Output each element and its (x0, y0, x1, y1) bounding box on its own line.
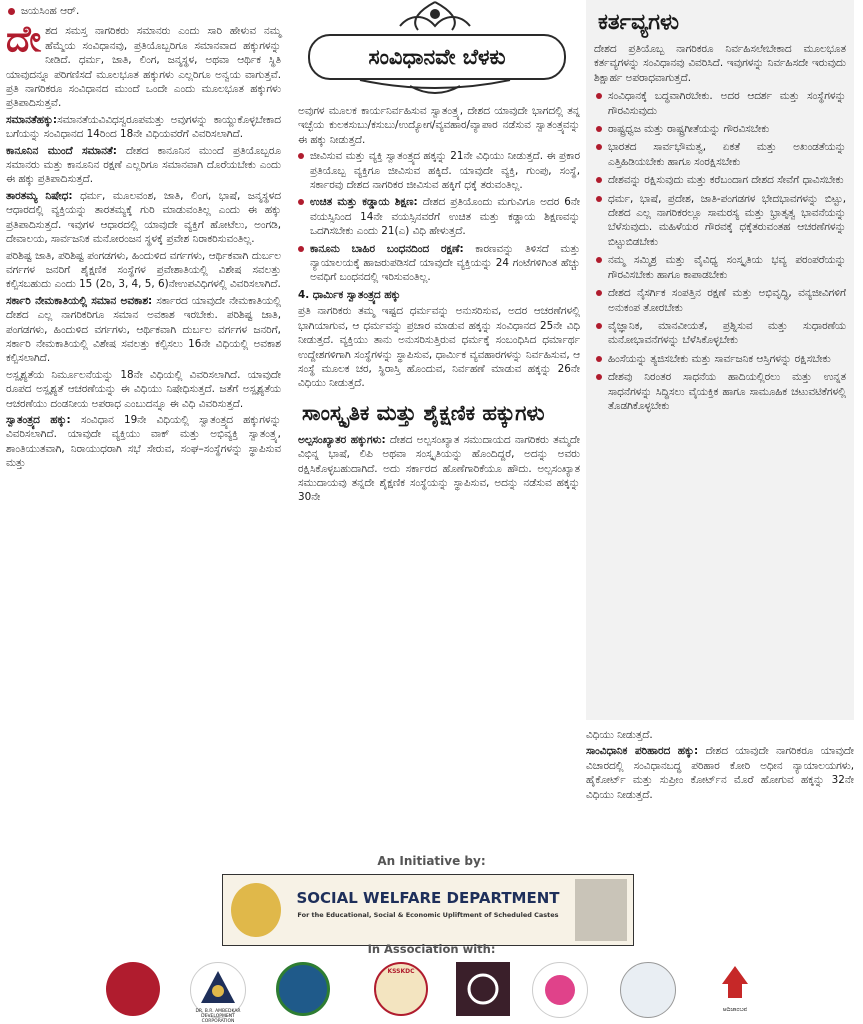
dropcap: ದೇ (6, 18, 42, 61)
ambedkar-portrait-icon (575, 879, 627, 941)
intro-paragraph: ದೇಶದ ಸಮಸ್ತ ನಾಗರಿಕರು ಸಮಾನರು ಎಂದು ಸಾರಿ ಹೇಳುವ ನಮ್ಮ ಹೆಮ್ಮೆಯ ಸಂವಿಧಾನವು, ಪ್ರತಿಯೊಬ್ಬರಿಗೂ ಸಮಾನವಾದ ಹಕ್ಕುಗಳನ್ನು ನೀಡಿದೆ. ಧರ್ಮ, ಜಾತಿ, ಲಿಂಗ, ಜನ್ಮಸ್ಥಳ, ಅಥವಾ ಆರ್ಥಿಕ ಸ್ಥಿತಿ ಯಾವುದನ್ನೂ ಪರಿಗಣಿಸದೆ ಮೂಲಭೂತ ಹಕ್ಕುಗಳು ಎಲ್ಲರಿಗೂ ಅನ್ವಯ ವಾಗುತ್ತವೆ. ಪ್ರತಿ ನಾಗರಿಕರೂ ಸಂವಿಧಾನದ ಮುಂದೆ ಒಂದೇ ಎಂದು ಮೂಲಭೂತ ಹಕ್ಕುಗಳು ಪ್ರತಿಪಾದಿಸುತ್ತವೆ. (6, 18, 281, 110)
duties-box (586, 0, 854, 720)
equality-before-law: ಕಾನೂನಿನ ಮುಂದೆ ಸಮಾನತೆ: ದೇಶದ ಕಾನೂನಿನ ಮುಂದೆ ಪ್ರತಿಯೊಬ್ಬರೂ ಸಮಾನರು ಮತ್ತು ಕಾನೂನಿನ ರಕ್ಷಣೆ ಎಲ್ಲರಿಗೂ ಸಮಾನವಾಗಿ ದೊರೆಯಬೇಕು ಎಂದು ಈ ಹಕ್ಕು ಪ್ರತಿಪಾದಿಸುತ್ತದೆ. (6, 144, 281, 186)
partner-logo-icon (532, 962, 588, 1018)
minority-tail: ವಿಧಿಯು ನೀಡುತ್ತದೆ. (586, 729, 653, 741)
duty-item: ರಾಷ್ಟ್ರಧ್ವಜ ಮತ್ತು ರಾಷ್ಟ್ರಗೀತೆಯನ್ನು ಗೌರವಿಸಬೇಕು (594, 122, 846, 136)
adijambava-logo-icon: ಆದಿಜಾಂಬವ (708, 962, 762, 1016)
equality-right: ಸಮಾನತೆಹಕ್ಕು:ಸಮಾನತೆಯವಿವಿಧಸ್ವರೂಪಮತ್ತು ಅವುಗಳನ್ನು ಕಾಯ್ದುಕೊಳ್ಳಬೇಕಾದ ಬಗೆಯನ್ನು ಸಂವಿಧಾನದ 14ರಿಂದ 18ನೇ ವಿಧಿಯವರೆಗೆ ವಿವರಿಸಲಾಗಿದೆ. (6, 113, 281, 141)
byline-dot (8, 8, 15, 15)
list-item: ಕಾನೂನು ಬಾಹಿರ ಬಂಧನದಿಂದ ರಕ್ಷಣೆ: ಕಾರಣವನ್ನು ತಿಳಿಸದೆ ಮತ್ತು ನ್ಯಾಯಾಲಯಕ್ಕೆ ಹಾಜರುಪಡಿಸದೆ ಯಾವುದೇ ವ್ಯಕ್ತಿಯನ್ನು 24 ಗಂಟೆಗಳಿಗಿಂತ ಹೆಚ್ಚು ಅವಧಿಗೆ ಬಂಧನದಲ್ಲಿ ಇರಿಸುವಂತಿಲ್ಲ. (298, 242, 580, 285)
duty-item: ದೇಶವು ನಿರಂತರ ಸಾಧನೆಯ ಹಾದಿಯಲ್ಲಿರಲು ಮತ್ತು ಉನ್ನತ ಸಾಧನೆಗಳನ್ನು ಸಿದ್ಧಿಸಲು ವೈಯಕ್ತಿಕ ಹಾಗೂ ಸಾಮೂಹಿಕ ಚಟುವಟಿಕೆಗಳಲ್ಲಿ ತೊಡಗಿಕೊಳ್ಳಬೇಕು (594, 370, 846, 413)
column-1 (6, 0, 281, 473)
banner (300, 0, 570, 100)
list-item: ಉಚಿತ ಮತ್ತು ಕಡ್ಡಾಯ ಶಿಕ್ಷಣ: ದೇಶದ ಪ್ರತಿಯೊಂದು ಮಗುವಿಗೂ ಅದರ 6ನೇ ವಯಸ್ಸಿನಿಂದ 14ನೇ ವಯಸ್ಸಿನವರೆಗೆ ಉಚಿತ ಮತ್ತು ಕಡ್ಡಾಯ ಶಿಕ್ಷಣವನ್ನು ಒದಗಿಸಬೇಕು ಎಂದು 21(ಎ) ವಿಧಿ ಹೇಳುತ್ತದೆ. (298, 195, 580, 238)
section-title: ಸಾಂಸ್ಕೃತಿಕ ಮತ್ತು ಶೈಕ್ಷಣಿಕ ಹಕ್ಕುಗಳು (302, 400, 545, 425)
religious-freedom-heading: 4. ಧಾರ್ಮಿಕ ಸ್ವಾತಂತ್ರ್ಯದ ಹಕ್ಕು (298, 288, 401, 301)
column-3-bottom (586, 728, 854, 804)
equal-employment: ಸರ್ಕಾರಿ ನೇಮಕಾತಿಯಲ್ಲಿ ಸಮಾನ ಅವಕಾಶ: ಸರ್ಕಾರದ ಯಾವುದೇ ನೇಮಕಾತಿಯಲ್ಲಿ ದೇಶದ ಎಲ್ಲ ನಾಗರಿಕರಿಗೂ ಸಮಾನ ಅವಕಾಶ ಇರಬೇಕು. ಪರಿಶಿಷ್ಟ ಜಾತಿ, ಪಂಗಡಗಳು, ಹಿಂದುಳಿದ ವರ್ಗಗಳು, ಆರ್ಥಿಕವಾಗಿ ದುರ್ಬಲ ವರ್ಗಗಳ ಜನರಿಗೆ, ಸರ್ಕಾರಿ ನೇಮಕಾತಿಯಲ್ಲಿ ವಿಶೇಷ ಸವಲತ್ತು ಕಲ್ಪಿಸಲು 16ನೇ ವಿಧಿಯಲ್ಲಿ ಅವಕಾಶ ಕಲ್ಪಿಸಲಾಗಿದೆ. (6, 294, 281, 365)
duty-item: ಧರ್ಮ, ಭಾಷೆ, ಪ್ರದೇಶ, ಜಾತಿ-ಪಂಗಡಗಳ ಭೇದಭಾವಗಳನ್ನು ಬಿಟ್ಟು, ದೇಶದ ಎಲ್ಲ ನಾಗರಿಕರಲ್ಲೂ ಸಾಮರಸ್ಯ ಮತ್ತು ಭ್ರಾತೃತ್ವ ಭಾವನೆಯನ್ನು ಬೆಳೆಸುವುದು. ಮಹಿಳೆಯರ ಗೌರವಕ್ಕೆ ಧಕ್ಕೆತರುವಂತಹ ಆಚರಣೆಗಳನ್ನು ಬಿಟ್ಟುಬಿಡಬೇಕು (594, 192, 846, 250)
partner-logos (0, 958, 863, 1024)
duty-item: ಹಿಂಸೆಯನ್ನು ತ್ಯಜಿಸಬೇಕು ಮತ್ತು ಸಾರ್ವಜನಿಕ ಆಸ್ತಿಗಳನ್ನು ರಕ್ಷಿಸಬೇಕು (594, 352, 846, 366)
duty-item: ವೈಜ್ಞಾನಿಕ, ಮಾನವೀಯತೆ, ಪ್ರಶ್ನಿಸುವ ಮತ್ತು ಸುಧಾರಣೆಯ ಮನೋಭಾವನೆಗಳನ್ನು ಬೆಳೆಸಿಕೊಳ್ಳಬೇಕು (594, 319, 846, 348)
association-label: In Association with: (367, 942, 496, 956)
ambedkar-corporation-logo-icon: DR. B.R. AMBEDKAR DEVELOPMENT CORPORATION (190, 962, 246, 1018)
duty-item: ನಮ್ಮ ಸಮ್ಮಿಶ್ರ ಮತ್ತು ವೈವಿಧ್ಯ ಸಂಸ್ಕೃತಿಯ ಭವ್ಯ ಪರಂಪರೆಯನ್ನು ಗೌರವಿಸಬೇಕು ಹಾಗೂ ಕಾಪಾಡಬೇಕು (594, 253, 846, 282)
karnataka-emblem-icon (231, 883, 281, 937)
byline: ಜಯಸಿಂಹ ಆರ್. (8, 4, 281, 18)
kssdc-logo-icon: KSSKDC (374, 962, 428, 1016)
duties-sidebar (586, 0, 854, 720)
untouchability-paragraph: ಅಸ್ಪೃಶ್ಯತೆಯ ನಿರ್ಮೂಲನೆಯನ್ನು 18ನೇ ವಿಧಿಯಲ್ಲಿ ವಿವರಿಸಲಾಗಿದೆ. ಯಾವುದೇ ರೂಪದ ಅಸ್ಪೃಶ್ಯತೆ ಆಚರಣೆಯನ್ನು ಈ ವಿಧಿಯು ನಿಷೇಧಿಸುತ್ತದೆ. ಜತೆಗೆ ಅಸ್ಪೃಶ್ಯತೆಯ ಆಚರಣೆಯು ದಂಡನೀಯ ಅಪರಾಧ ಎಂಬುದನ್ನೂ ಈ ವಿಧಿ ವಿವರಿಸುತ್ತದೆ. (6, 368, 281, 410)
department-subtitle: For the Educational, Social & Economic Upliftment of Scheduled Castes (297, 911, 559, 919)
department-title: SOCIAL WELFARE DEPARTMENT (296, 889, 560, 907)
duties-list (594, 89, 846, 413)
partner-logo-icon (456, 962, 510, 1016)
duty-item: ಸಂವಿಧಾನಕ್ಕೆ ಬದ್ಧವಾಗಿರಬೇಕು. ಅದರ ಆದರ್ಶ ಮತ್ತು ಸಂಸ್ಥೆಗಳನ್ನು ಗೌರವಿಸುವುದು (594, 89, 846, 118)
footer (0, 848, 863, 1024)
list-item: ಜೀವಿಸುವ ಮತ್ತು ವ್ಯಕ್ತಿ ಸ್ವಾತಂತ್ರ್ಯದ ಹಕ್ಕನ್ನು 21ನೇ ವಿಧಿಯು ನೀಡುತ್ತದೆ. ಈ ಪ್ರಕಾರ ಪ್ರತಿಯೊಬ್ಬ ವ್ಯಕ್ತಿಗೂ ಜೀವಿಸುವ ಹಕ್ಕಿದೆ. ಯಾವುದೇ ವ್ಯಕ್ತಿ, ಗುಂಪು, ಸಂಸ್ಥೆ, ಸರ್ಕಾರವು ದೇಶದ ನಾಗರಿಕರ ಜೀವಿಸುವ ಹಕ್ಕಿಗೆ ಧಕ್ಕೆ ತರುವಂತಿಲ್ಲ. (298, 149, 580, 192)
duty-item: ಭಾರತದ ಸಾರ್ವಭೌಮತ್ವ, ಏಕತೆ ಮತ್ತು ಅಖಂಡತೆಯನ್ನು ಎತ್ತಿಹಿಡಿಯಬೇಕು ಹಾಗೂ ಸಂರಕ್ಷಿಸಬೇಕು (594, 140, 846, 169)
initiative-label: An Initiative by: (377, 854, 486, 868)
duties-title: ಕರ್ತವ್ಯಗಳು (598, 10, 679, 35)
partner-logo-icon (276, 962, 330, 1016)
duties-intro: ದೇಶದ ಪ್ರತಿಯೊಬ್ಬ ನಾಗರಿಕರೂ ನಿರ್ವಹಿಸಲೇಬೇಕಾದ ಮೂಲಭೂತ ಕರ್ತವ್ಯಗಳನ್ನು ಸಂವಿಧಾನವು ವಿವರಿಸಿದೆ. ಇವುಗಳನ್ನು ನಿರ್ವಹಿಸದೇ ಇರುವುದು ಶಿಕ್ಷಾರ್ಹ ಅಪರಾಧವಾಗುತ್ತದೆ. (594, 43, 846, 84)
duty-item: ದೇಶವನ್ನು ರಕ್ಷಿಸುವುದು ಮತ್ತು ಕರೆಬಂದಾಗ ದೇಶದ ಸೇವೆಗೆ ಧಾವಿಸಬೇಕು (594, 173, 846, 187)
constitutional-remedy: ಸಾಂವಿಧಾನಿಕ ಪರಿಹಾರದ ಹಕ್ಕು: ದೇಶದ ಯಾವುದೇ ನಾಗರಿಕರೂ ಯಾವುದೇ ವಿಚಾರದಲ್ಲಿ ಸಂವಿಧಾನಬದ್ಧ ಪರಿಹಾರ ಕೋರಿ ಅಧೀನ ನ್ಯಾಯಾಲಯಗಳು, ಹೈಕೋರ್ಟ್ ಮತ್ತು ಸುಪ್ರೀಂ ಕೋರ್ಟ್‌ನ ಮೊರೆ ಹೋಗುವ ಹಕ್ಕನ್ನು 32ನೇ ವಿಧಿಯು ನೀಡುತ್ತದೆ. (586, 745, 855, 801)
freedom-list (298, 149, 580, 285)
reservation-paragraph: ಪರಿಶಿಷ್ಟ ಜಾತಿ, ಪರಿಶಿಷ್ಟ ಪಂಗಡಗಳು, ಹಿಂದುಳಿದ ವರ್ಗಗಳು, ಆರ್ಥಿಕವಾಗಿ ದುರ್ಬಲ ವರ್ಗಗಳ ಜನರಿಗೆ ಶೈಕ್ಷಣಿಕ ಸಂಸ್ಥೆಗಳ ಪ್ರವೇಶಾತಿಯಲ್ಲಿ ವಿಶೇಷ ಸವಲತ್ತು ಕಲ್ಪಿಸಬಹುದು ಎಂದು 15 (2ರಿ, 3, 4, 5, 6)ನೇಉಪವಿಧಿಗಳಲ್ಲಿ ವಿವರಿಸಲಾಗಿದೆ. (6, 249, 281, 291)
freedom-continued: ಅವುಗಳ ಮೂಲಕ ಕಾರ್ಯನಿರ್ವಹಿಸುವ ಸ್ವಾತಂತ್ರ್ಯ, ದೇಶದ ಯಾವುದೇ ಭಾಗದಲ್ಲಿ ತನ್ನ ಇಚ್ಛೆಯ ಕುಲಕಸುಬು/ಕಸುಬು/ಉದ್ಯೋಗ/ವ್ಯವಹಾರ/ವ್ಯಾಪಾರ ನಡೆಸುವ ಸ್ವಾತಂತ್ರ್ಯವನ್ನು ಈ ಹಕ್ಕು ನೀಡುತ್ತದೆ. (298, 105, 580, 146)
banner-title: ಸಂವಿಧಾನವೇ ಬೆಳಕು (308, 34, 566, 80)
social-welfare-banner (222, 874, 634, 946)
minority-rights: ಅಲ್ಪಸಂಖ್ಯಾತರ ಹಕ್ಕುಗಳು: ದೇಶದ ಅಲ್ಪಸಂಖ್ಯಾತ ಸಮುದಾಯದ ನಾಗರಿಕರು ತಮ್ಮದೇ ವಿಭಿನ್ನ ಭಾಷೆ, ಲಿಪಿ ಅಥವಾ ಸಂಸ್ಕೃತಿಯನ್ನು ಹೊಂದಿದ್ದರೆ, ಅದನ್ನು ಅವರು ರಕ್ಷಿಸಿಕೊಳ್ಳಬಹುದಾಗಿದೆ. ಅದು ಸರ್ಕಾರದ ಹೊಣೆಗಾರಿಕೆಯೂ ಹೌದು. ಅಲ್ಪಸಂಖ್ಯಾತ ಸಮುದಾಯವು ತನ್ನದೇ ಶೈಕ್ಷಣಿಕ ಸಂಸ್ಥೆಯನ್ನು ಸ್ಥಾಪಿಸುವ, ಅದನ್ನು ನಡೆಸುವ ಹಕ್ಕನ್ನು 30ನೇ (298, 433, 580, 504)
non-discrimination: ತಾರತಮ್ಯ ನಿಷೇಧ: ಧರ್ಮ, ಮೂಲವಂಶ, ಜಾತಿ, ಲಿಂಗ, ಭಾಷೆ, ಜನ್ಮಸ್ಥಳದ ಆಧಾರದಲ್ಲಿ ವ್ಯಕ್ತಿಯನ್ನು ತಾರತಮ್ಯಕ್ಕೆ ಗುರಿ ಮಾಡುವಂತಿಲ್ಲ ಎಂದು ಈ ಹಕ್ಕು ಪ್ರತಿಪಾದಿಸುತ್ತದೆ. ಇವುಗಳ ಆಧಾರದಲ್ಲಿ ಯಾವುದೇ ವ್ಯಕ್ತಿಗೆ ಹೋಟೆಲು, ಅಂಗಡಿ, ದೇವಾಲಯ, ಸಾರ್ವಜನಿಕ ಮನೋರಂಜನ ಸ್ಥಳಕ್ಕೆ ಪ್ರವೇಶ ನಿರಾಕರಿಸುವಂತಿಲ್ಲ. (6, 189, 281, 246)
partner-logo-icon (106, 962, 160, 1016)
freedom-right: ಸ್ವಾತಂತ್ರ್ಯದ ಹಕ್ಕು: ಸಂವಿಧಾನ 19ನೇ ವಿಧಿಯಲ್ಲಿ ಸ್ವಾತಂತ್ರ್ಯದ ಹಕ್ಕುಗಳನ್ನು ವಿವರಿಸಲಾಗಿದೆ. ಯಾವುದೇ ವ್ಯಕ್ತಿಯು ವಾಕ್ ಮತ್ತು ಅಭಿವ್ಯಕ್ತಿ ಸ್ವಾತಂತ್ರ್ಯ, ಶಾಂತಿಯುತವಾಗಿ, ನಿರಾಯುಧರಾಗಿ ಸಭೆ ಸೇರುವ, ಸಂಘ–ಸಂಸ್ಥೆಗಳನ್ನು ಸ್ಥಾಪಿಸುವ ಮತ್ತು (6, 413, 281, 470)
column-2 (298, 104, 580, 507)
partner-logo-icon (620, 962, 676, 1018)
duty-item: ದೇಶದ ನೈಸರ್ಗಿಕ ಸಂಪತ್ತಿನ ರಕ್ಷಣೆ ಮತ್ತು ಅಭಿವೃದ್ಧಿ, ವನ್ಯಜೀವಿಗಳಿಗೆ ಅನುಕಂಪ ತೋರಬೇಕು (594, 286, 846, 315)
religious-freedom-paragraph: ಪ್ರತಿ ನಾಗರಿಕರು ತಮ್ಮ ಇಷ್ಟದ ಧರ್ಮವನ್ನು ಅನುಸರಿಸುವ, ಅದರ ಆಚರಣೆಗಳಲ್ಲಿ ಭಾಗಿಯಾಗುವ, ಆ ಧರ್ಮವನ್ನು ಪ್ರಚಾರ ಮಾಡುವ ಹಕ್ಕನ್ನು ಸಂವಿಧಾನದ 25ನೇ ವಿಧಿ ನೀಡುತ್ತದೆ. ವ್ಯಕ್ತಿಯು ತಾನು ಅನುಸರಿಸುತ್ತಿರುವ ಧರ್ಮಕ್ಕೆ ಸಂಬಂಧಿಸಿದ ಧರ್ಮಾರ್ಥ ಉದ್ದೇಶಗಳಿಗಾಗಿ ಸಂಸ್ಥೆಗಳನ್ನು ಸ್ಥಾಪಿಸುವ, ಧಾರ್ಮಿಕ ವ್ಯವಹಾರಗಳನ್ನು ನಿರ್ವಹಿಸುವ, ಆ ಸಂಸ್ಥೆ ಮೂಲಕ ಚರ, ಸ್ಥಿರಾಸ್ತಿ ಹೊಂದುವ, ನಿರ್ವಹಣೆ ಮಾಡುವ ಹಕ್ಕನ್ನು 26ನೇ ವಿಧಿಯು ನೀಡುತ್ತದೆ. (298, 305, 580, 390)
